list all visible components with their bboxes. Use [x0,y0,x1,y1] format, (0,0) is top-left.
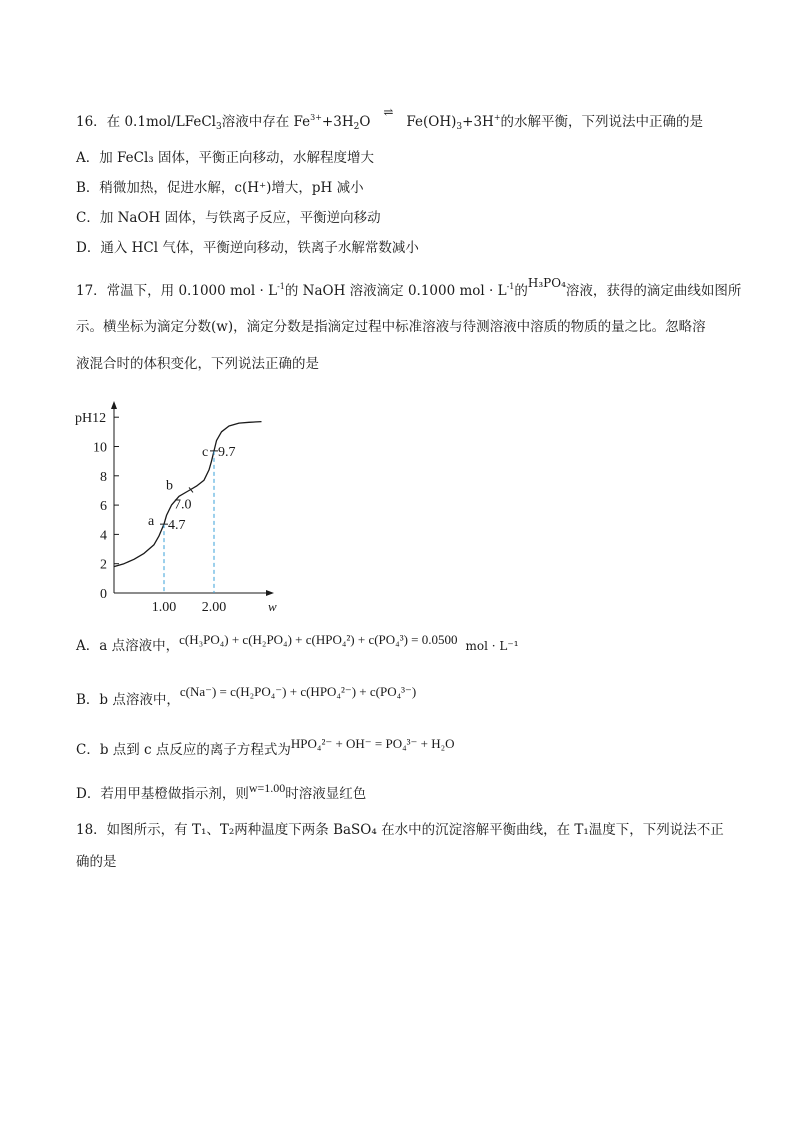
point-c-label: c [202,444,209,460]
x-tick-label: 1.00 [151,600,177,615]
q17-option-a-equation: c(H₃PO₄) + c(H₂PO₄) + c(HPO₄²) + c(PO₄³) = 0.0500 [179,632,458,647]
q16-option-a: A．加 FeCl₃ 固体，平衡正向移动，水解程度增大 [76,150,375,166]
q17-sup: -1 [277,282,285,291]
q17-option-a-prefix: A．a 点溶液中， [76,638,180,654]
point-a-value: 4.7 [168,518,186,534]
q18-stem-line1: 18．如图所示，有 T₁、T₂两种温度下两条 BaSO₄ 在水中的沉淀溶解平衡曲线，在 T₁温度下，下列说法不正 [76,822,724,838]
q17-option-c-equation: HPO₄²⁻ + OH⁻ = PO₄³⁻ + H₂O [290,736,455,751]
q17-stem-part: 的 NaOH 溶液滴定 0.1000 mol · L [284,283,507,299]
q17-stem-part: 溶液，获得的滴定曲线如图所 [565,283,742,299]
q16-sup: 3+ [310,113,322,122]
y-tick-label: 6 [100,499,107,515]
y-tick-label: 2 [100,557,107,573]
q16-option-c: C．加 NaOH 固体，与铁离子反应，平衡逆向移动 [76,210,381,226]
q16-stem-part: O [359,114,371,130]
q17-stem-part: 17．常温下，用 0.1000 mol · L [76,283,278,299]
q17-option-d-prefix: D．若用甲基橙做指示剂，则 [76,786,249,802]
q17-option-c [76,736,455,760]
y-tick-label: 10 [93,440,107,456]
y-axis-arrow [111,401,117,409]
q18-stem-line2: 确的是 [76,854,117,870]
point-c-value: 9.7 [218,444,236,460]
equilibrium-arrow: ⇌ [383,105,394,119]
q16-stem-part: +3H [321,114,354,130]
q16-option-b: B．稍微加热，促进水解，c(H⁺)增大，pH 减小 [76,180,364,196]
titration-chart [70,395,290,615]
point-b-value: 7.0 [174,497,192,513]
q16-stem-part: 的水解平衡，下列说法中正确的是 [500,114,704,130]
q17-stem-line3: 液混合时的体积变化，下列说法正确的是 [76,356,319,372]
q17-option-a-unit: mol · L⁻¹ [465,639,519,653]
q17-option-b [76,684,417,710]
q17-option-d-w: w=1.00 [248,781,286,795]
y-tick-label: 4 [100,528,107,544]
q16-sup: + [493,113,501,122]
q16-stem-part: +3H [462,114,494,130]
x-axis-arrow [266,590,274,596]
q17-sup: -1 [506,282,515,291]
q17-option-d-suffix: 时溶液显红色 [285,786,367,802]
q17-stem-line2: 示。横坐标为滴定分数(w)，滴定分数是指滴定过程中标准溶液与待测溶液中溶质的物质的量之比。忽略溶 [76,319,706,335]
q16-stem-part: 溶液中存在 Fe [221,114,311,130]
q17-option-d [76,781,367,804]
q16-sub: 2 [353,122,360,132]
q17-option-b-prefix: B．b 点溶液中， [76,692,180,708]
titration-curve [114,422,262,567]
h3po4-formula: H₃PO₄ [527,276,566,290]
q17-stem-part: 的 [514,283,528,299]
q16-sub: 3 [215,122,222,132]
q16-sub: 3 [456,122,463,132]
y-tick-label: 8 [100,469,107,485]
point-b-label: b [166,478,173,494]
y-tick-label: 0 [100,587,107,602]
q16-stem [76,105,704,137]
x-tick-label: 2.00 [201,600,227,615]
q17-option-c-prefix: C．b 点到 c 点反应的离子方程式为 [76,742,291,758]
q16-option-d: D．通入 HCl 气体，平衡逆向移动，铁离子水解常数减小 [76,240,419,256]
q17-option-a [76,632,519,656]
x-axis-label: w [268,599,277,614]
q16-stem-part: Fe(OH) [406,114,457,130]
q17-option-b-equation: c(Na⁻) = c(H₂PO₄⁻) + c(HPO₄²⁻) + c(PO₄³⁻) [179,684,417,699]
point-a-label: a [148,514,155,530]
y-axis-label: pH12 [75,411,107,427]
q17-stem-line1 [76,277,741,301]
q16-stem-part: 16．在 0.1mol/LFeCl [76,114,216,130]
